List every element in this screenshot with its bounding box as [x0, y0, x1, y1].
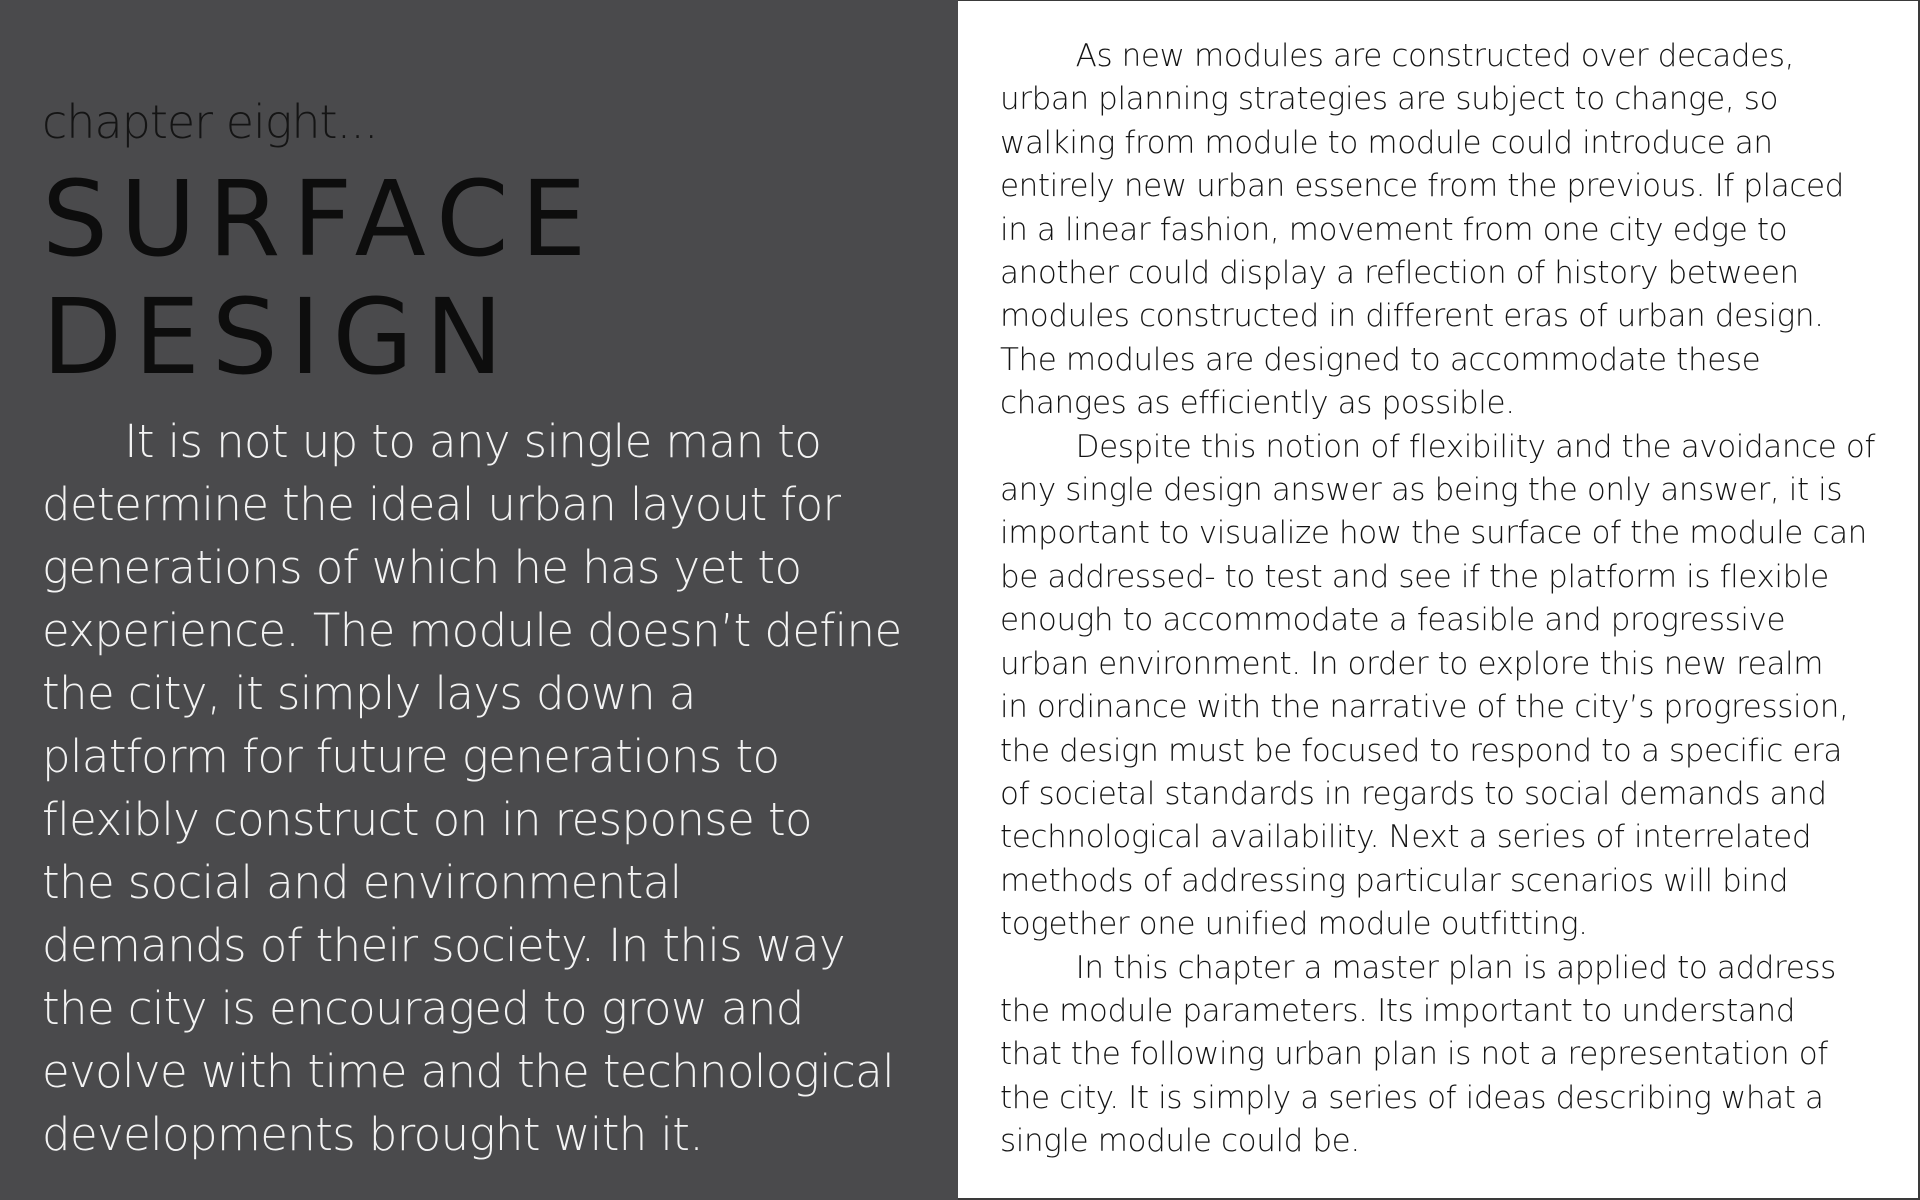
body-paragraph-3: In this chapter a master plan is applied to address the module parameters. Its important to understand that the following urban plan is not a representation of the city. It is simply a series of ideas describing what a single module could be.: [1000, 949, 1836, 1160]
lead-paragraph: It is not up to any single man to determine the ideal urban layout for generations of which he has yet to experience. The module doesn’t define the city, it simply lays down a platform for future generations to flexibly construct on in response to the social and environmental demands of their society. In this way the city is encouraged to grow and evolve with time and the technological developments brought with it.: [42, 415, 902, 1161]
chapter-title-line-1: SURFACE: [42, 158, 599, 280]
body-paragraph-2: Despite this notion of flexibility and the avoidance of any single design answer as being the only answer, it is important to visualize how the surface of the module can be addressed- to test and see if the platform is flexible enough to accommodate a feasible and progressive urban environment. In order to explore this new realm in ordinance with the narrative of the city’s progression, the design must be focused to respond to a specific era of societal standards in regards to social demands and technological availability. Next a series of interrelated methods of addressing particular scenarios will bind together one unified module outfitting.: [1000, 428, 1875, 943]
body-paragraph-1: As new modules are constructed over decades, urban planning strategies are subject to change, so walking from module to module could introduce an entirely new urban essence from the previous. If placed in a linear fashion, movement from one city edge to another could display a reflection of history between modules constructed in different eras of urban design. The modules are designed to accommodate these changes as efficiently as possible.: [1000, 38, 1844, 422]
chapter-title: [42, 160, 598, 396]
chapter-kicker: chapter eight...: [42, 95, 378, 149]
left-panel: [0, 0, 958, 1200]
chapter-title-line-2: DESIGN: [42, 276, 515, 398]
right-panel: [958, 0, 1920, 1200]
body-text: [1000, 35, 1890, 1164]
